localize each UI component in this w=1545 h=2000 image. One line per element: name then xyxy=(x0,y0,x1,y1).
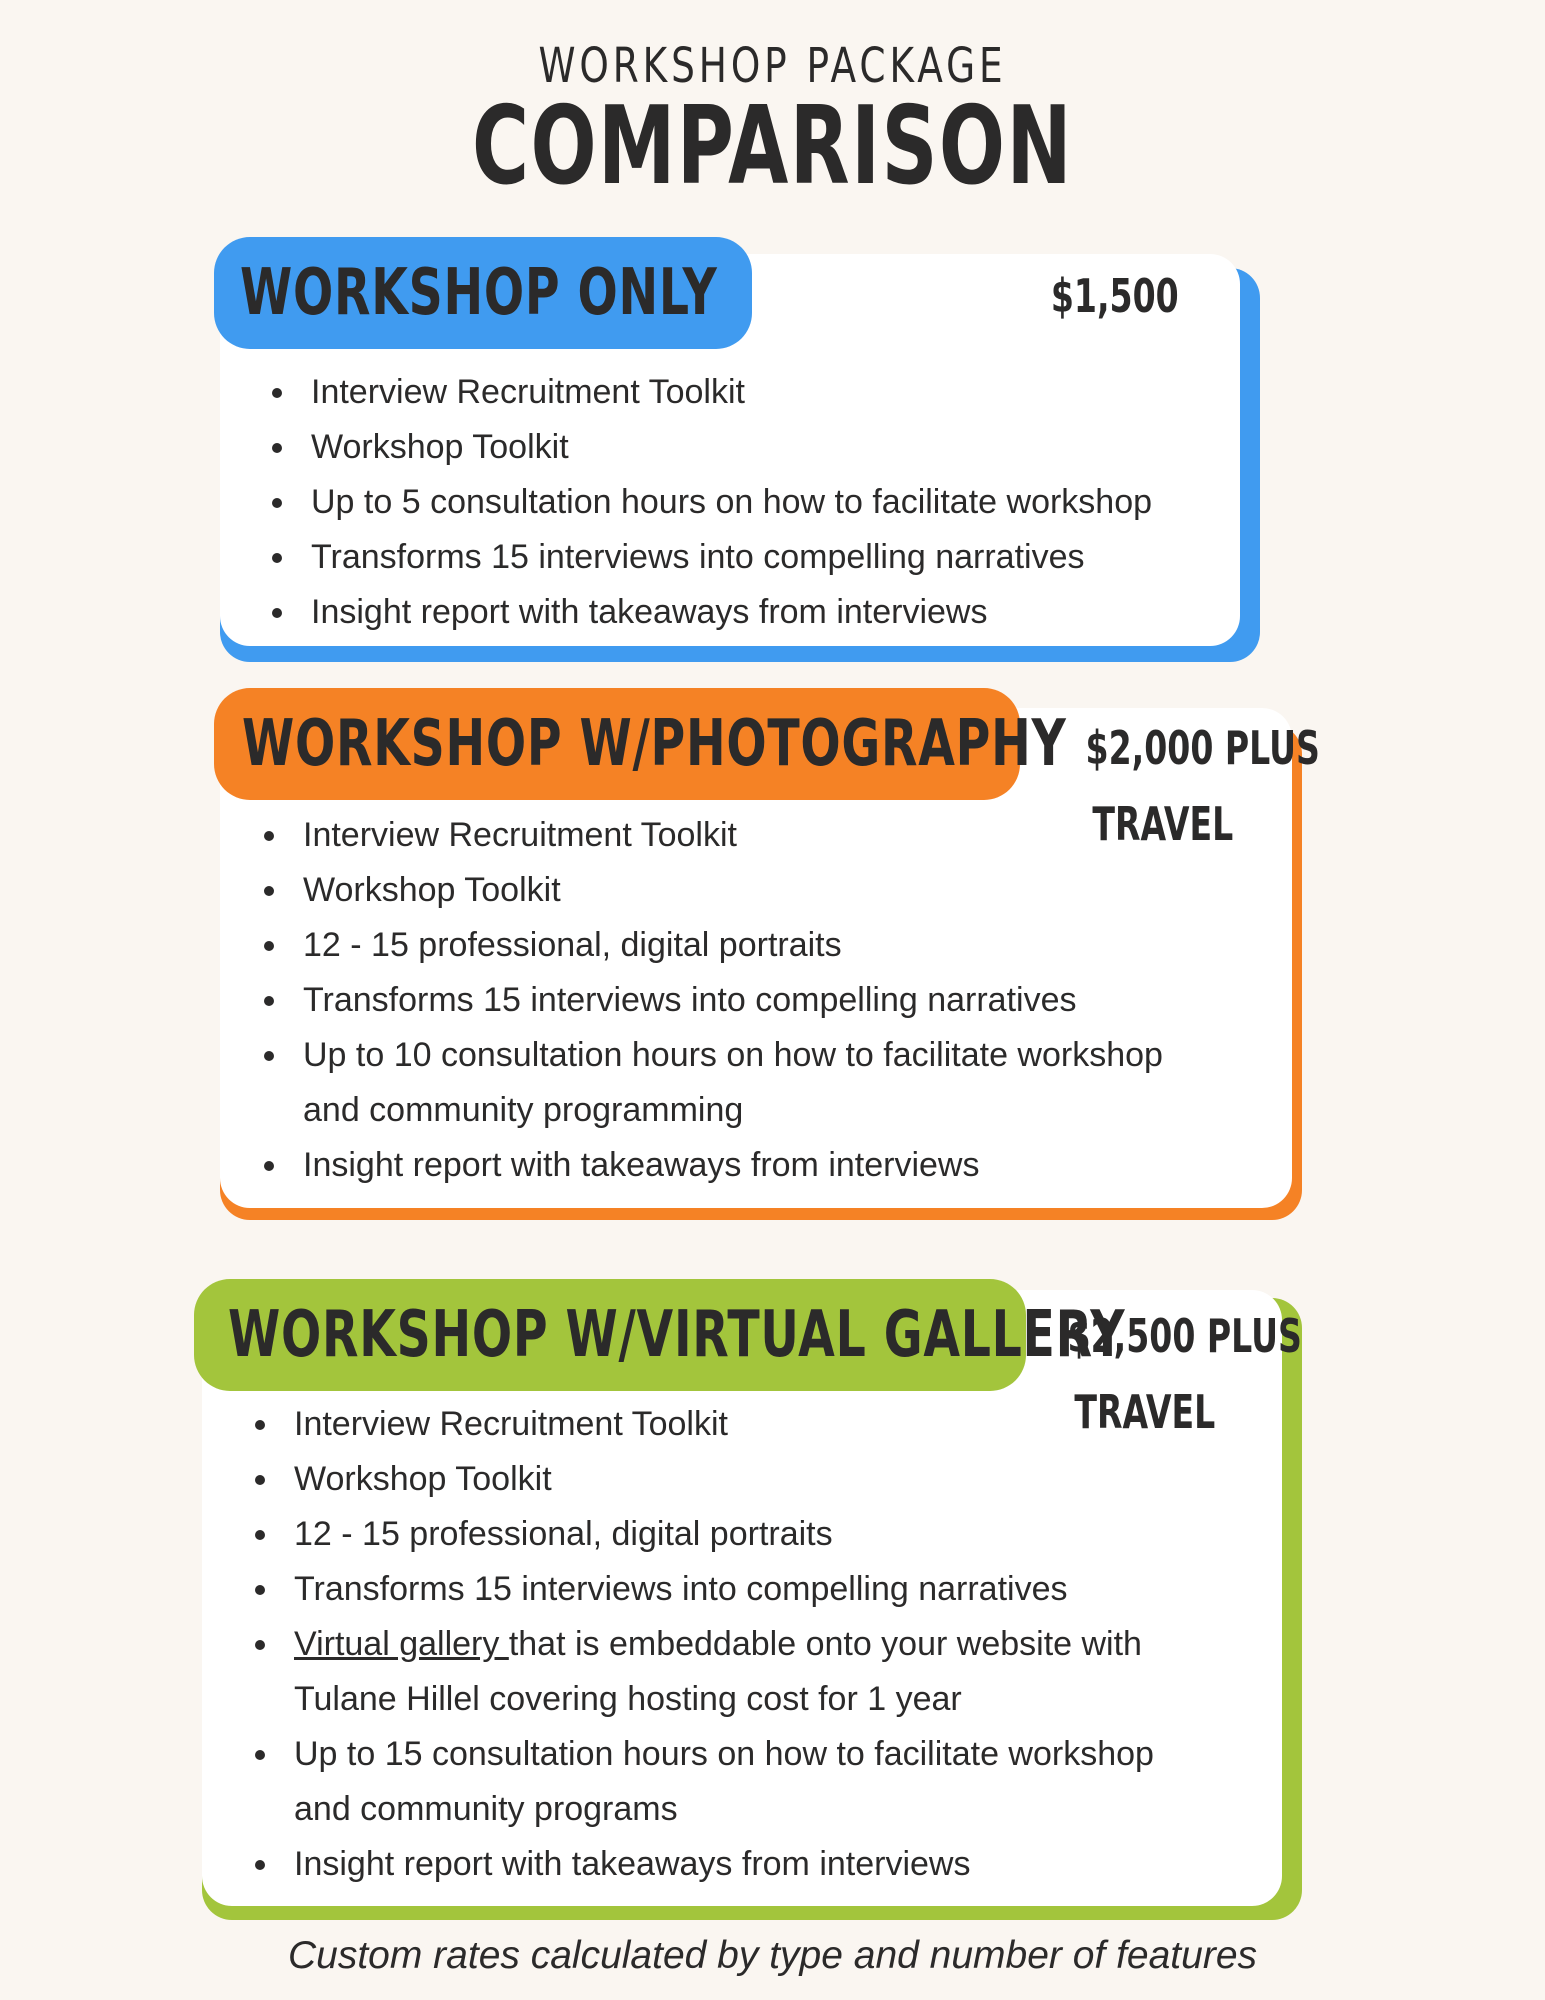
virtual-gallery-link[interactable]: Virtual gallery xyxy=(294,1625,509,1663)
list-item: 12 - 15 professional, digital portraits xyxy=(256,918,1163,973)
feature-list xyxy=(264,365,1152,640)
list-item: Insight report with takeaways from interviews xyxy=(264,585,1152,640)
feature-list xyxy=(247,1397,1154,1892)
list-item: Insight report with takeaways from interviews xyxy=(247,1837,1154,1892)
page-title: COMPARISON xyxy=(472,84,1073,209)
footer-note: Custom rates calculated by type and number of features xyxy=(287,1934,1258,1977)
list-item: Up to 10 consultation hours on how to facilitate workshop and community programming xyxy=(256,1028,1163,1138)
package-name-tag xyxy=(214,688,1067,800)
title-line-1: WORKSHOP PACKAGE xyxy=(538,38,1007,94)
package-price: $2,500 PLUS TRAVEL xyxy=(1067,1309,1302,1439)
feature-list xyxy=(256,808,1163,1193)
package-name: WORKSHOP W/VIRTUAL GALLERY xyxy=(228,1298,1126,1372)
package-price: $2,000 PLUS TRAVEL xyxy=(1085,721,1320,851)
list-item: Workshop Toolkit xyxy=(256,863,1163,918)
list-item: 12 - 15 professional, digital portraits xyxy=(247,1507,1154,1562)
list-item: Interview Recruitment Toolkit xyxy=(264,365,1152,420)
list-item: Insight report with takeaways from interviews xyxy=(256,1138,1163,1193)
list-item: Interview Recruitment Toolkit xyxy=(247,1397,1154,1452)
list-item: Workshop Toolkit xyxy=(264,420,1152,475)
list-item: Interview Recruitment Toolkit xyxy=(256,808,1163,863)
package-name: WORKSHOP W/PHOTOGRAPHY xyxy=(242,707,1067,781)
list-item: Workshop Toolkit xyxy=(247,1452,1154,1507)
list-item: Transforms 15 interviews into compelling narratives xyxy=(264,530,1152,585)
list-item: Up to 15 consultation hours on how to facilitate workshop and community programs xyxy=(247,1727,1154,1837)
list-item: Up to 5 consultation hours on how to facilitate workshop xyxy=(264,475,1152,530)
list-item: Transforms 15 interviews into compelling narratives xyxy=(256,973,1163,1028)
package-name-tag xyxy=(194,1279,1126,1391)
package-price: $1,500 xyxy=(1051,269,1179,323)
package-name-tag xyxy=(214,237,752,349)
list-item: Transforms 15 interviews into compelling narratives xyxy=(247,1562,1154,1617)
list-item: Virtual gallery that is embeddable onto your website with Tulane Hillel covering hosting cost for 1 year xyxy=(247,1617,1154,1727)
package-name: WORKSHOP ONLY xyxy=(240,256,718,330)
